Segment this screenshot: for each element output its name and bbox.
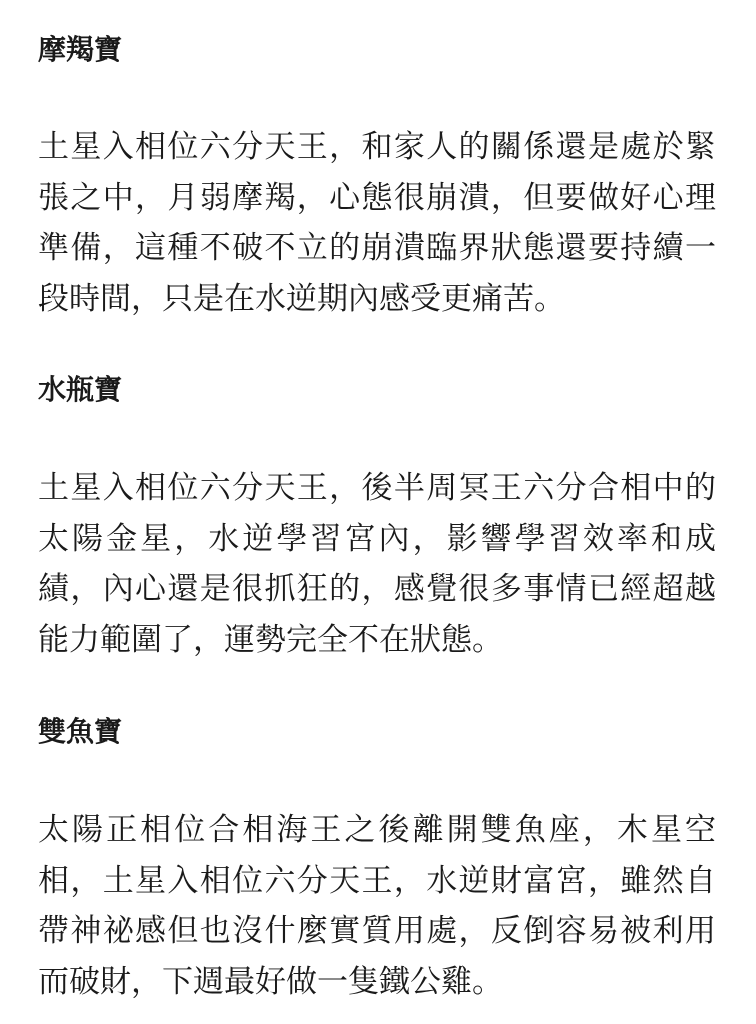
section-heading-aquarius: 水瓶寶 xyxy=(38,373,123,406)
section-body-pisces xyxy=(38,805,716,1007)
paragraph-line: 相，土星入相位六分天王，水逆財富宮，雖然自 xyxy=(38,862,716,899)
paragraph-line: 能力範圍了，運勢完全不在狀態。 xyxy=(38,621,503,658)
paragraph-line: 土星入相位六分天王，和家人的關係還是處於緊 xyxy=(38,129,716,165)
paragraph-line: 而破財，下週最好做一隻鐵公雞。 xyxy=(38,963,503,1000)
paragraph-line: 太陽金星，水逆學習宮內，影響學習效率和成 xyxy=(38,520,716,557)
paragraph-line: 段時間，只是在水逆期內感受更痛苦。 xyxy=(38,280,565,317)
section-heading-pisces: 雙魚寶 xyxy=(38,715,123,748)
section-body-aquarius xyxy=(38,463,716,665)
section-heading-capricorn: 摩羯寶 xyxy=(38,33,123,66)
paragraph-line: 太陽正相位合相海王之後離開雙魚座，木星空 xyxy=(38,812,716,848)
paragraph-line: 土星入相位六分天王，後半周冥王六分合相中的 xyxy=(38,470,716,506)
paragraph-line: 張之中，月弱摩羯，心態很崩潰，但要做好心理 xyxy=(38,179,716,216)
paragraph-line: 帶神祕感但也沒什麼實質用處，反倒容易被利用 xyxy=(38,913,716,949)
paragraph-line: 準備，這種不破不立的崩潰臨界狀態還要持續一 xyxy=(38,230,716,266)
paragraph-line: 績，內心還是很抓狂的，感覺很多事情已經超越 xyxy=(38,571,716,607)
section-body-capricorn xyxy=(38,122,716,324)
